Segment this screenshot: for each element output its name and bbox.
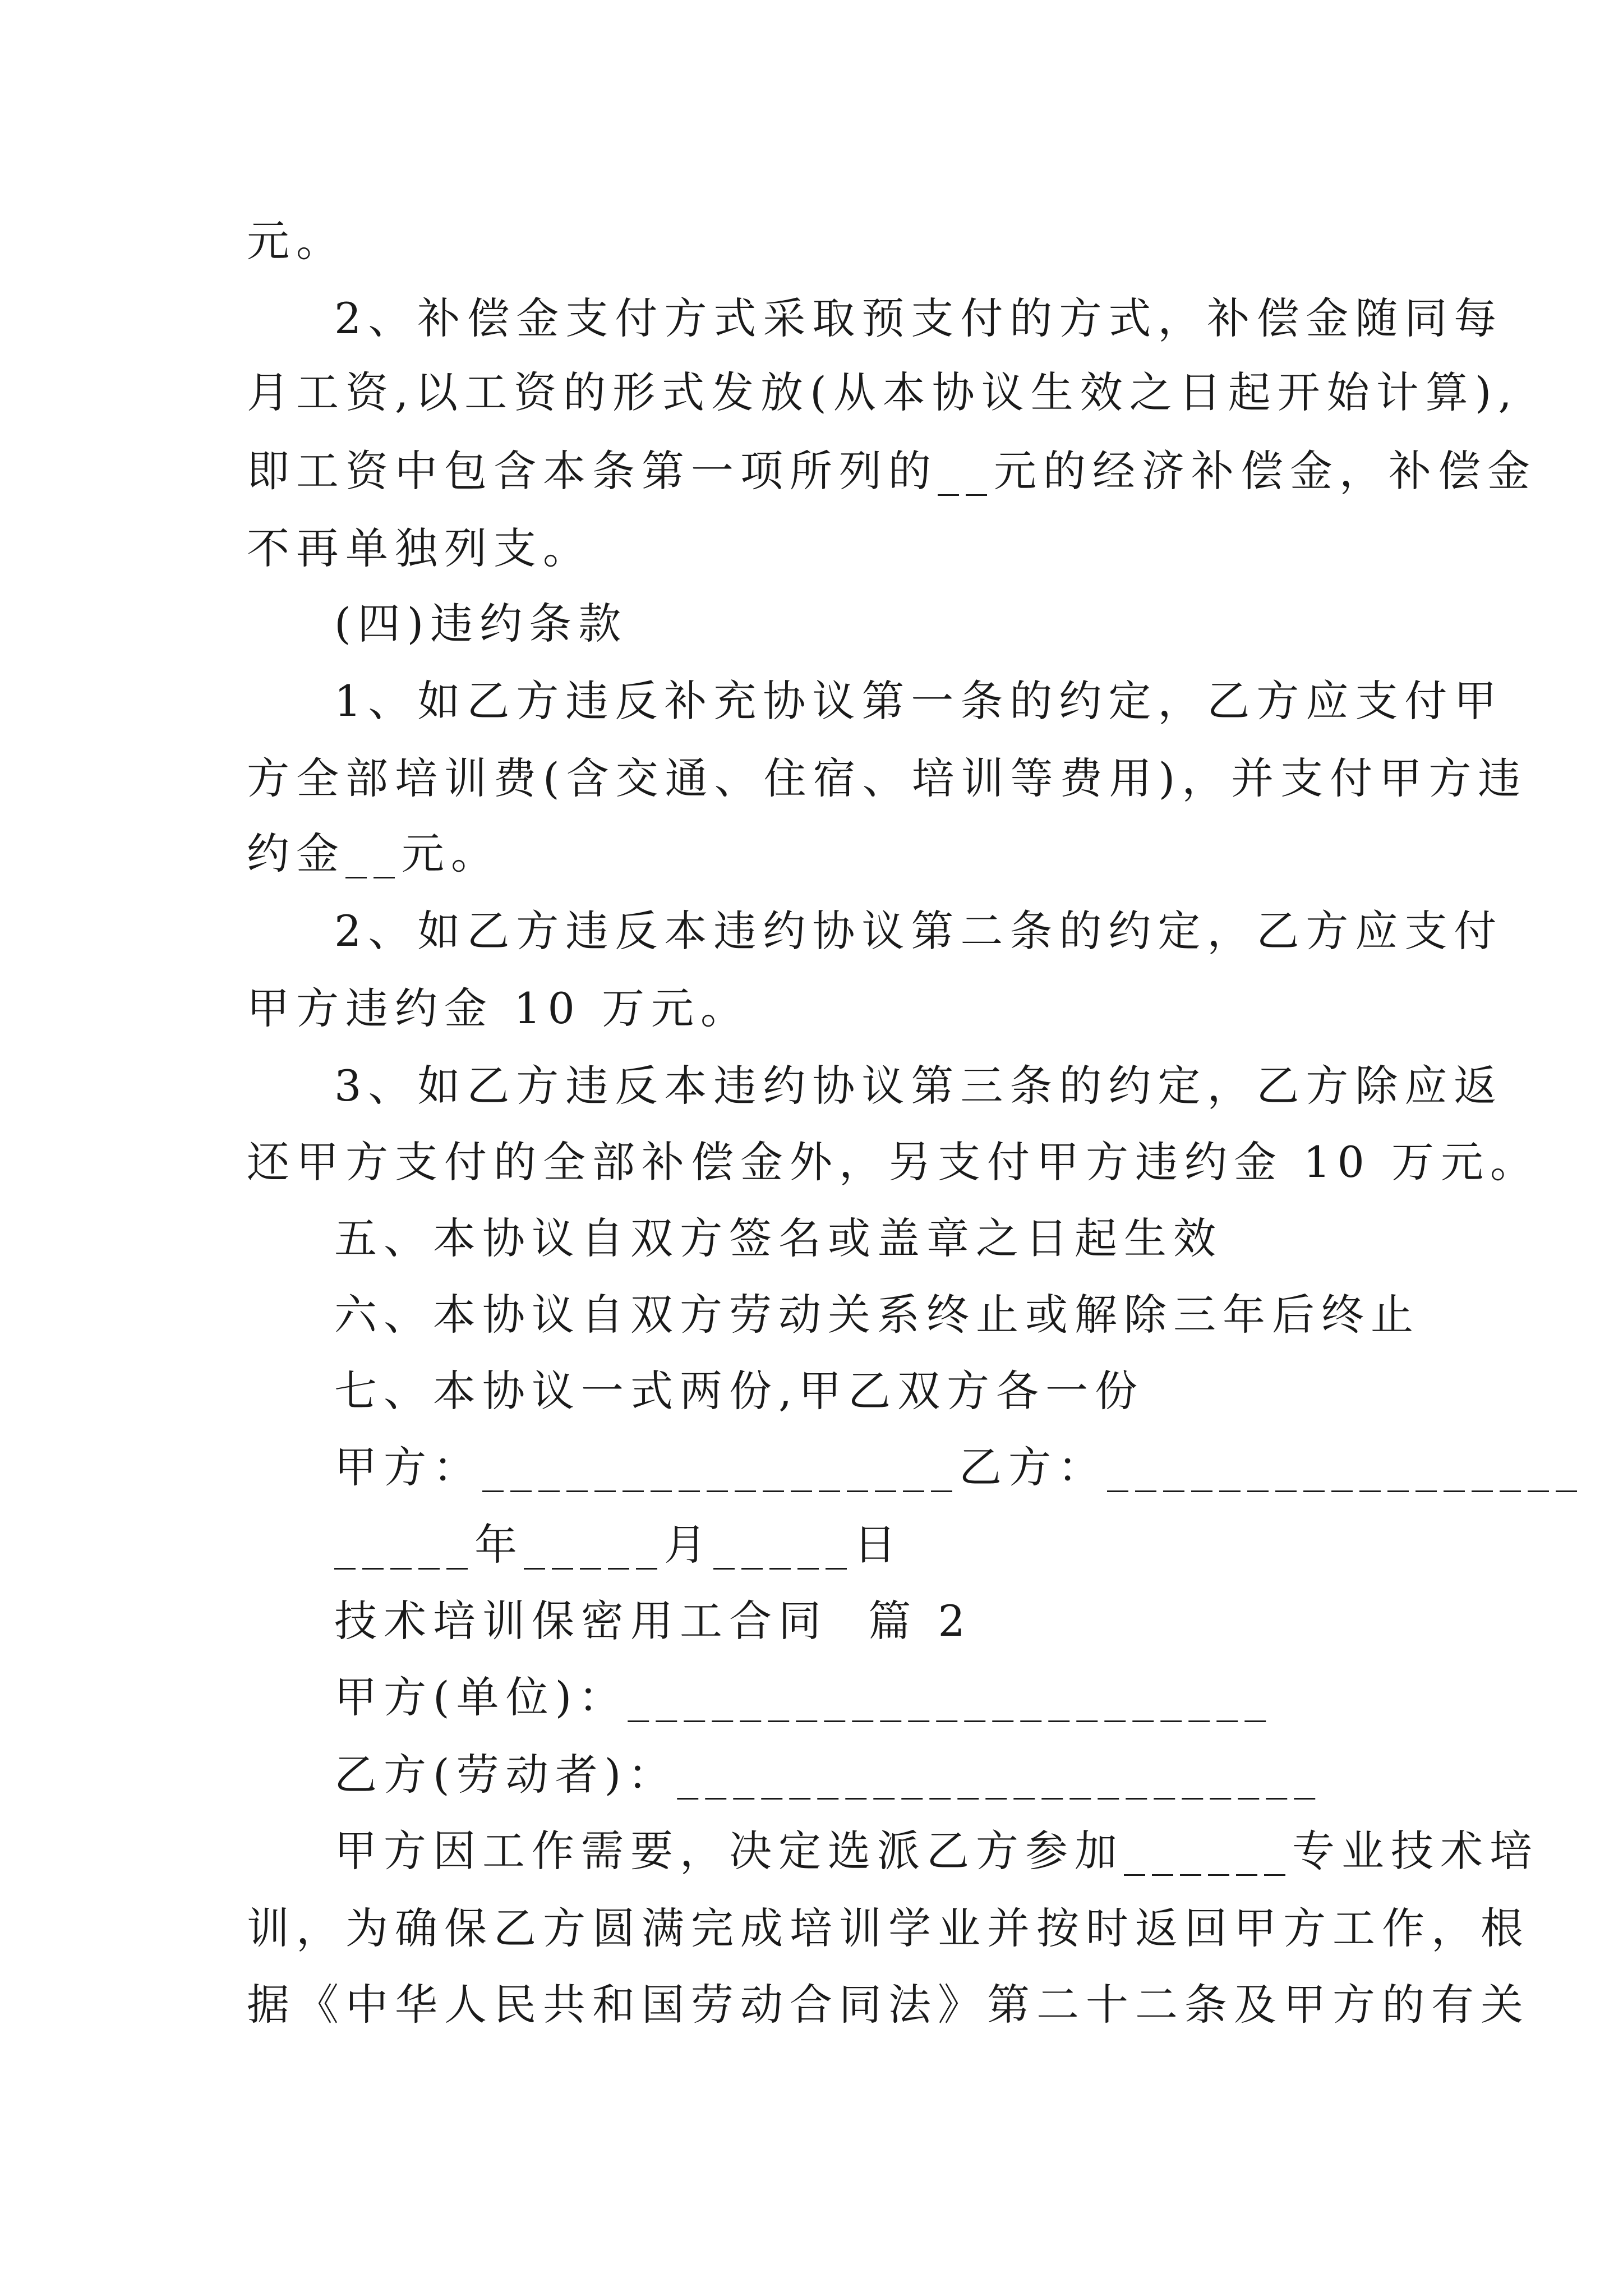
text-line: 1、如乙方违反补充协议第一条的约定，乙方应支付甲 [334,676,1504,726]
text-line: 甲方因工作需要，决定选派乙方参加______专业技术培 [334,1826,1539,1876]
signature-line: 甲方：_________________乙方：_________________ [334,1442,1584,1492]
text-line: 还甲方支付的全部补偿金外，另支付甲方违约金 10 万元。 [247,1137,1540,1187]
date-line: _____年_____月_____日 [334,1520,903,1570]
text-line: 训，为确保乙方圆满完成培训学业并按时返回甲方工作，根 [247,1903,1530,1953]
text-line: 方全部培训费(含交通、住宿、培训等费用)，并支付甲方违 [247,753,1528,803]
text-line: 2、补偿金支付方式采取预支付的方式，补偿金随同每 [334,293,1504,343]
party-a-line: 甲方(单位)：_______________________ [334,1672,1273,1722]
party-b-line: 乙方(劳动者)：_______________________ [334,1750,1322,1800]
text-line: 六、本协议自双方劳动关系终止或解除三年后终止 [334,1290,1420,1340]
text-line: 据《中华人民共和国劳动合同法》第二十二条及甲方的有关 [247,1980,1530,2030]
text-line: 不再单独列支。 [247,523,592,573]
text-line: 七、本协议一式两份,甲乙双方各一份 [334,1366,1145,1416]
text-line: 即工资中包含本条第一项所列的__元的经济补偿金，补偿金 [247,446,1537,496]
section-heading: (四)违约条款 [334,599,628,648]
text-line: 2、如乙方违反本违约协议第二条的约定，乙方应支付 [334,906,1504,956]
text-line: 月工资,以工资的形式发放(从本协议生效之日起开始计算), [247,367,1519,417]
text-line: 元。 [247,216,345,266]
text-line: 约金__元。 [247,829,500,878]
text-line: 五、本协议自双方签名或盖章之日起生效 [334,1213,1223,1263]
text-line: 甲方违约金 10 万元。 [247,983,750,1033]
text-line: 3、如乙方违反本违约协议第三条的约定，乙方除应返 [334,1061,1504,1111]
contract-title: 技术培训保密用工合同 篇 2 [334,1596,972,1646]
